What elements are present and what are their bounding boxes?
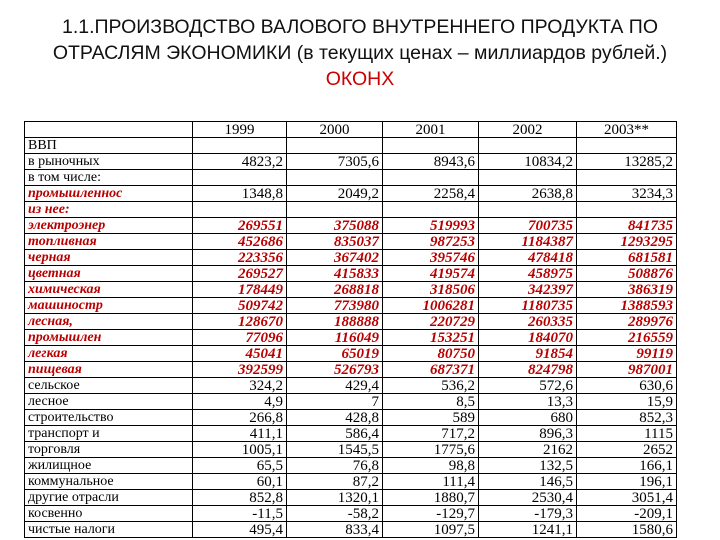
cell-value: 269527 <box>193 266 287 282</box>
cell-value: 178449 <box>193 282 287 298</box>
cell-value: -129,7 <box>383 506 479 522</box>
row-label: из нее: <box>25 202 193 218</box>
cell-value: 216559 <box>577 330 677 346</box>
cell-value: 367402 <box>287 250 383 266</box>
table-row <box>25 282 677 298</box>
gdp-table <box>24 121 677 538</box>
cell-value: 87,2 <box>287 474 383 490</box>
cell-value: 45041 <box>193 346 287 362</box>
cell-value <box>577 202 677 218</box>
cell-value: 1184387 <box>479 234 577 250</box>
cell-value <box>383 138 479 154</box>
cell-value: 3234,3 <box>577 186 677 202</box>
cell-value: 111,4 <box>383 474 479 490</box>
cell-value: 395746 <box>383 250 479 266</box>
cell-value: 589 <box>383 410 479 426</box>
row-label: торговля <box>25 442 193 458</box>
cell-value <box>193 170 287 186</box>
row-label: пищевая <box>25 362 193 378</box>
cell-value: 60,1 <box>193 474 287 490</box>
header-year: 1999 <box>193 122 287 138</box>
cell-value: -11,5 <box>193 506 287 522</box>
cell-value <box>193 138 287 154</box>
cell-value: 80750 <box>383 346 479 362</box>
cell-value <box>479 202 577 218</box>
cell-value: 13,3 <box>479 394 577 410</box>
table-row <box>25 362 677 378</box>
cell-value: 188888 <box>287 314 383 330</box>
cell-value: 128670 <box>193 314 287 330</box>
table-row <box>25 202 677 218</box>
title-accent: ОКОНХ <box>325 68 395 90</box>
cell-value: 681581 <box>577 250 677 266</box>
table-row <box>25 426 677 442</box>
cell-value: 687371 <box>383 362 479 378</box>
cell-value: 852,3 <box>577 410 677 426</box>
cell-value: -58,2 <box>287 506 383 522</box>
row-label: топливная <box>25 234 193 250</box>
cell-value: 1005,1 <box>193 442 287 458</box>
cell-value: 1293295 <box>577 234 677 250</box>
cell-value <box>479 138 577 154</box>
table-row <box>25 138 677 154</box>
row-label: лесное <box>25 394 193 410</box>
cell-value: -179,3 <box>479 506 577 522</box>
cell-value: 1097,5 <box>383 522 479 538</box>
cell-value: 2162 <box>479 442 577 458</box>
cell-value: 8,5 <box>383 394 479 410</box>
cell-value: 65019 <box>287 346 383 362</box>
cell-value: 452686 <box>193 234 287 250</box>
row-label: другие отрасли <box>25 490 193 506</box>
cell-value: 519993 <box>383 218 479 234</box>
cell-value: 841735 <box>577 218 677 234</box>
cell-value: 375088 <box>287 218 383 234</box>
cell-value <box>577 170 677 186</box>
cell-value <box>287 170 383 186</box>
cell-value: 1880,7 <box>383 490 479 506</box>
cell-value: 15,9 <box>577 394 677 410</box>
cell-value: 7 <box>287 394 383 410</box>
cell-value: 429,4 <box>287 378 383 394</box>
cell-value: -209,1 <box>577 506 677 522</box>
cell-value: 7305,6 <box>287 154 383 170</box>
cell-value: 1388593 <box>577 298 677 314</box>
table-row <box>25 522 677 538</box>
cell-value: 1320,1 <box>287 490 383 506</box>
cell-value: 572,6 <box>479 378 577 394</box>
table-row <box>25 298 677 314</box>
row-label: транспорт и <box>25 426 193 442</box>
header-year: 2001 <box>383 122 479 138</box>
cell-value: 99119 <box>577 346 677 362</box>
title-main: 1.1.ПРОИЗВОДСТВО ВАЛОВОГО ВНУТРЕННЕГО ПРОДУКТА ПО ОТРАСЛЯМ ЭКОНОМИКИ (в текущих ценах – миллиардов рублей.) <box>52 16 668 64</box>
row-label: цветная <box>25 266 193 282</box>
header-corner <box>25 122 193 138</box>
table-row <box>25 218 677 234</box>
row-label: чистые налоги <box>25 522 193 538</box>
table-row <box>25 442 677 458</box>
cell-value: 3051,4 <box>577 490 677 506</box>
cell-value: 835037 <box>287 234 383 250</box>
row-label: ВВП <box>25 138 193 154</box>
cell-value: 1180735 <box>479 298 577 314</box>
cell-value: 91854 <box>479 346 577 362</box>
cell-value: 4,9 <box>193 394 287 410</box>
table-row <box>25 330 677 346</box>
cell-value <box>287 202 383 218</box>
row-label: лесная, <box>25 314 193 330</box>
cell-value: 2049,2 <box>287 186 383 202</box>
table-row <box>25 250 677 266</box>
cell-value: 2652 <box>577 442 677 458</box>
cell-value: 2258,4 <box>383 186 479 202</box>
cell-value: 13285,2 <box>577 154 677 170</box>
table-row <box>25 394 677 410</box>
cell-value <box>383 170 479 186</box>
cell-value: 1115 <box>577 426 677 442</box>
cell-value: 824798 <box>479 362 577 378</box>
row-label: электроэнер <box>25 218 193 234</box>
cell-value: 77096 <box>193 330 287 346</box>
table-row <box>25 234 677 250</box>
cell-value: 318506 <box>383 282 479 298</box>
cell-value <box>479 170 577 186</box>
cell-value: 700735 <box>479 218 577 234</box>
cell-value: 76,8 <box>287 458 383 474</box>
cell-value: 495,4 <box>193 522 287 538</box>
table-header-row <box>25 122 677 138</box>
cell-value: 833,4 <box>287 522 383 538</box>
cell-value: 526793 <box>287 362 383 378</box>
cell-value: 166,1 <box>577 458 677 474</box>
cell-value: 428,8 <box>287 410 383 426</box>
cell-value: 386319 <box>577 282 677 298</box>
cell-value: 196,1 <box>577 474 677 490</box>
table-body <box>25 138 677 538</box>
cell-value: 153251 <box>383 330 479 346</box>
table-row <box>25 314 677 330</box>
header-year: 2000 <box>287 122 383 138</box>
cell-value: 478418 <box>479 250 577 266</box>
cell-value: 289976 <box>577 314 677 330</box>
table-row <box>25 154 677 170</box>
row-label: косвенно <box>25 506 193 522</box>
cell-value: 2530,4 <box>479 490 577 506</box>
cell-value: 509742 <box>193 298 287 314</box>
cell-value: 536,2 <box>383 378 479 394</box>
cell-value: 1775,6 <box>383 442 479 458</box>
cell-value: 268818 <box>287 282 383 298</box>
table-row <box>25 458 677 474</box>
cell-value: 415833 <box>287 266 383 282</box>
cell-value: 266,8 <box>193 410 287 426</box>
row-label: сельское <box>25 378 193 394</box>
table-row <box>25 474 677 490</box>
row-label: в том числе: <box>25 170 193 186</box>
cell-value: 260335 <box>479 314 577 330</box>
cell-value: 392599 <box>193 362 287 378</box>
row-label: химическая <box>25 282 193 298</box>
cell-value: 987253 <box>383 234 479 250</box>
cell-value: 411,1 <box>193 426 287 442</box>
cell-value: 220729 <box>383 314 479 330</box>
row-label: жилищное <box>25 458 193 474</box>
cell-value: 773980 <box>287 298 383 314</box>
cell-value: 1580,6 <box>577 522 677 538</box>
table-row <box>25 346 677 362</box>
row-label: промышлен <box>25 330 193 346</box>
cell-value: 987001 <box>577 362 677 378</box>
cell-value: 852,8 <box>193 490 287 506</box>
cell-value: 717,2 <box>383 426 479 442</box>
cell-value <box>287 138 383 154</box>
cell-value: 680 <box>479 410 577 426</box>
cell-value: 2638,8 <box>479 186 577 202</box>
cell-value: 223356 <box>193 250 287 266</box>
row-label: промышленнос <box>25 186 193 202</box>
cell-value <box>193 202 287 218</box>
row-label: машиностр <box>25 298 193 314</box>
cell-value <box>383 202 479 218</box>
cell-value: 116049 <box>287 330 383 346</box>
cell-value: 324,2 <box>193 378 287 394</box>
page-title <box>20 14 700 92</box>
table-row <box>25 186 677 202</box>
cell-value: 458975 <box>479 266 577 282</box>
cell-value: 146,5 <box>479 474 577 490</box>
header-year: 2003** <box>577 122 677 138</box>
cell-value: 65,5 <box>193 458 287 474</box>
cell-value: 132,5 <box>479 458 577 474</box>
table-row <box>25 410 677 426</box>
row-label: легкая <box>25 346 193 362</box>
cell-value: 586,4 <box>287 426 383 442</box>
table-row <box>25 170 677 186</box>
header-year: 2002 <box>479 122 577 138</box>
cell-value: 342397 <box>479 282 577 298</box>
table-row <box>25 378 677 394</box>
table-row <box>25 506 677 522</box>
row-label: коммунальное <box>25 474 193 490</box>
table-row <box>25 490 677 506</box>
table-row <box>25 266 677 282</box>
cell-value: 4823,2 <box>193 154 287 170</box>
cell-value: 630,6 <box>577 378 677 394</box>
row-label: в рыночных <box>25 154 193 170</box>
cell-value: 419574 <box>383 266 479 282</box>
cell-value: 10834,2 <box>479 154 577 170</box>
cell-value: 508876 <box>577 266 677 282</box>
cell-value: 1545,5 <box>287 442 383 458</box>
row-label: черная <box>25 250 193 266</box>
row-label: строительство <box>25 410 193 426</box>
cell-value: 896,3 <box>479 426 577 442</box>
cell-value: 98,8 <box>383 458 479 474</box>
cell-value: 269551 <box>193 218 287 234</box>
cell-value: 1241,1 <box>479 522 577 538</box>
cell-value: 8943,6 <box>383 154 479 170</box>
cell-value: 1006281 <box>383 298 479 314</box>
cell-value: 184070 <box>479 330 577 346</box>
cell-value: 1348,8 <box>193 186 287 202</box>
cell-value <box>577 138 677 154</box>
